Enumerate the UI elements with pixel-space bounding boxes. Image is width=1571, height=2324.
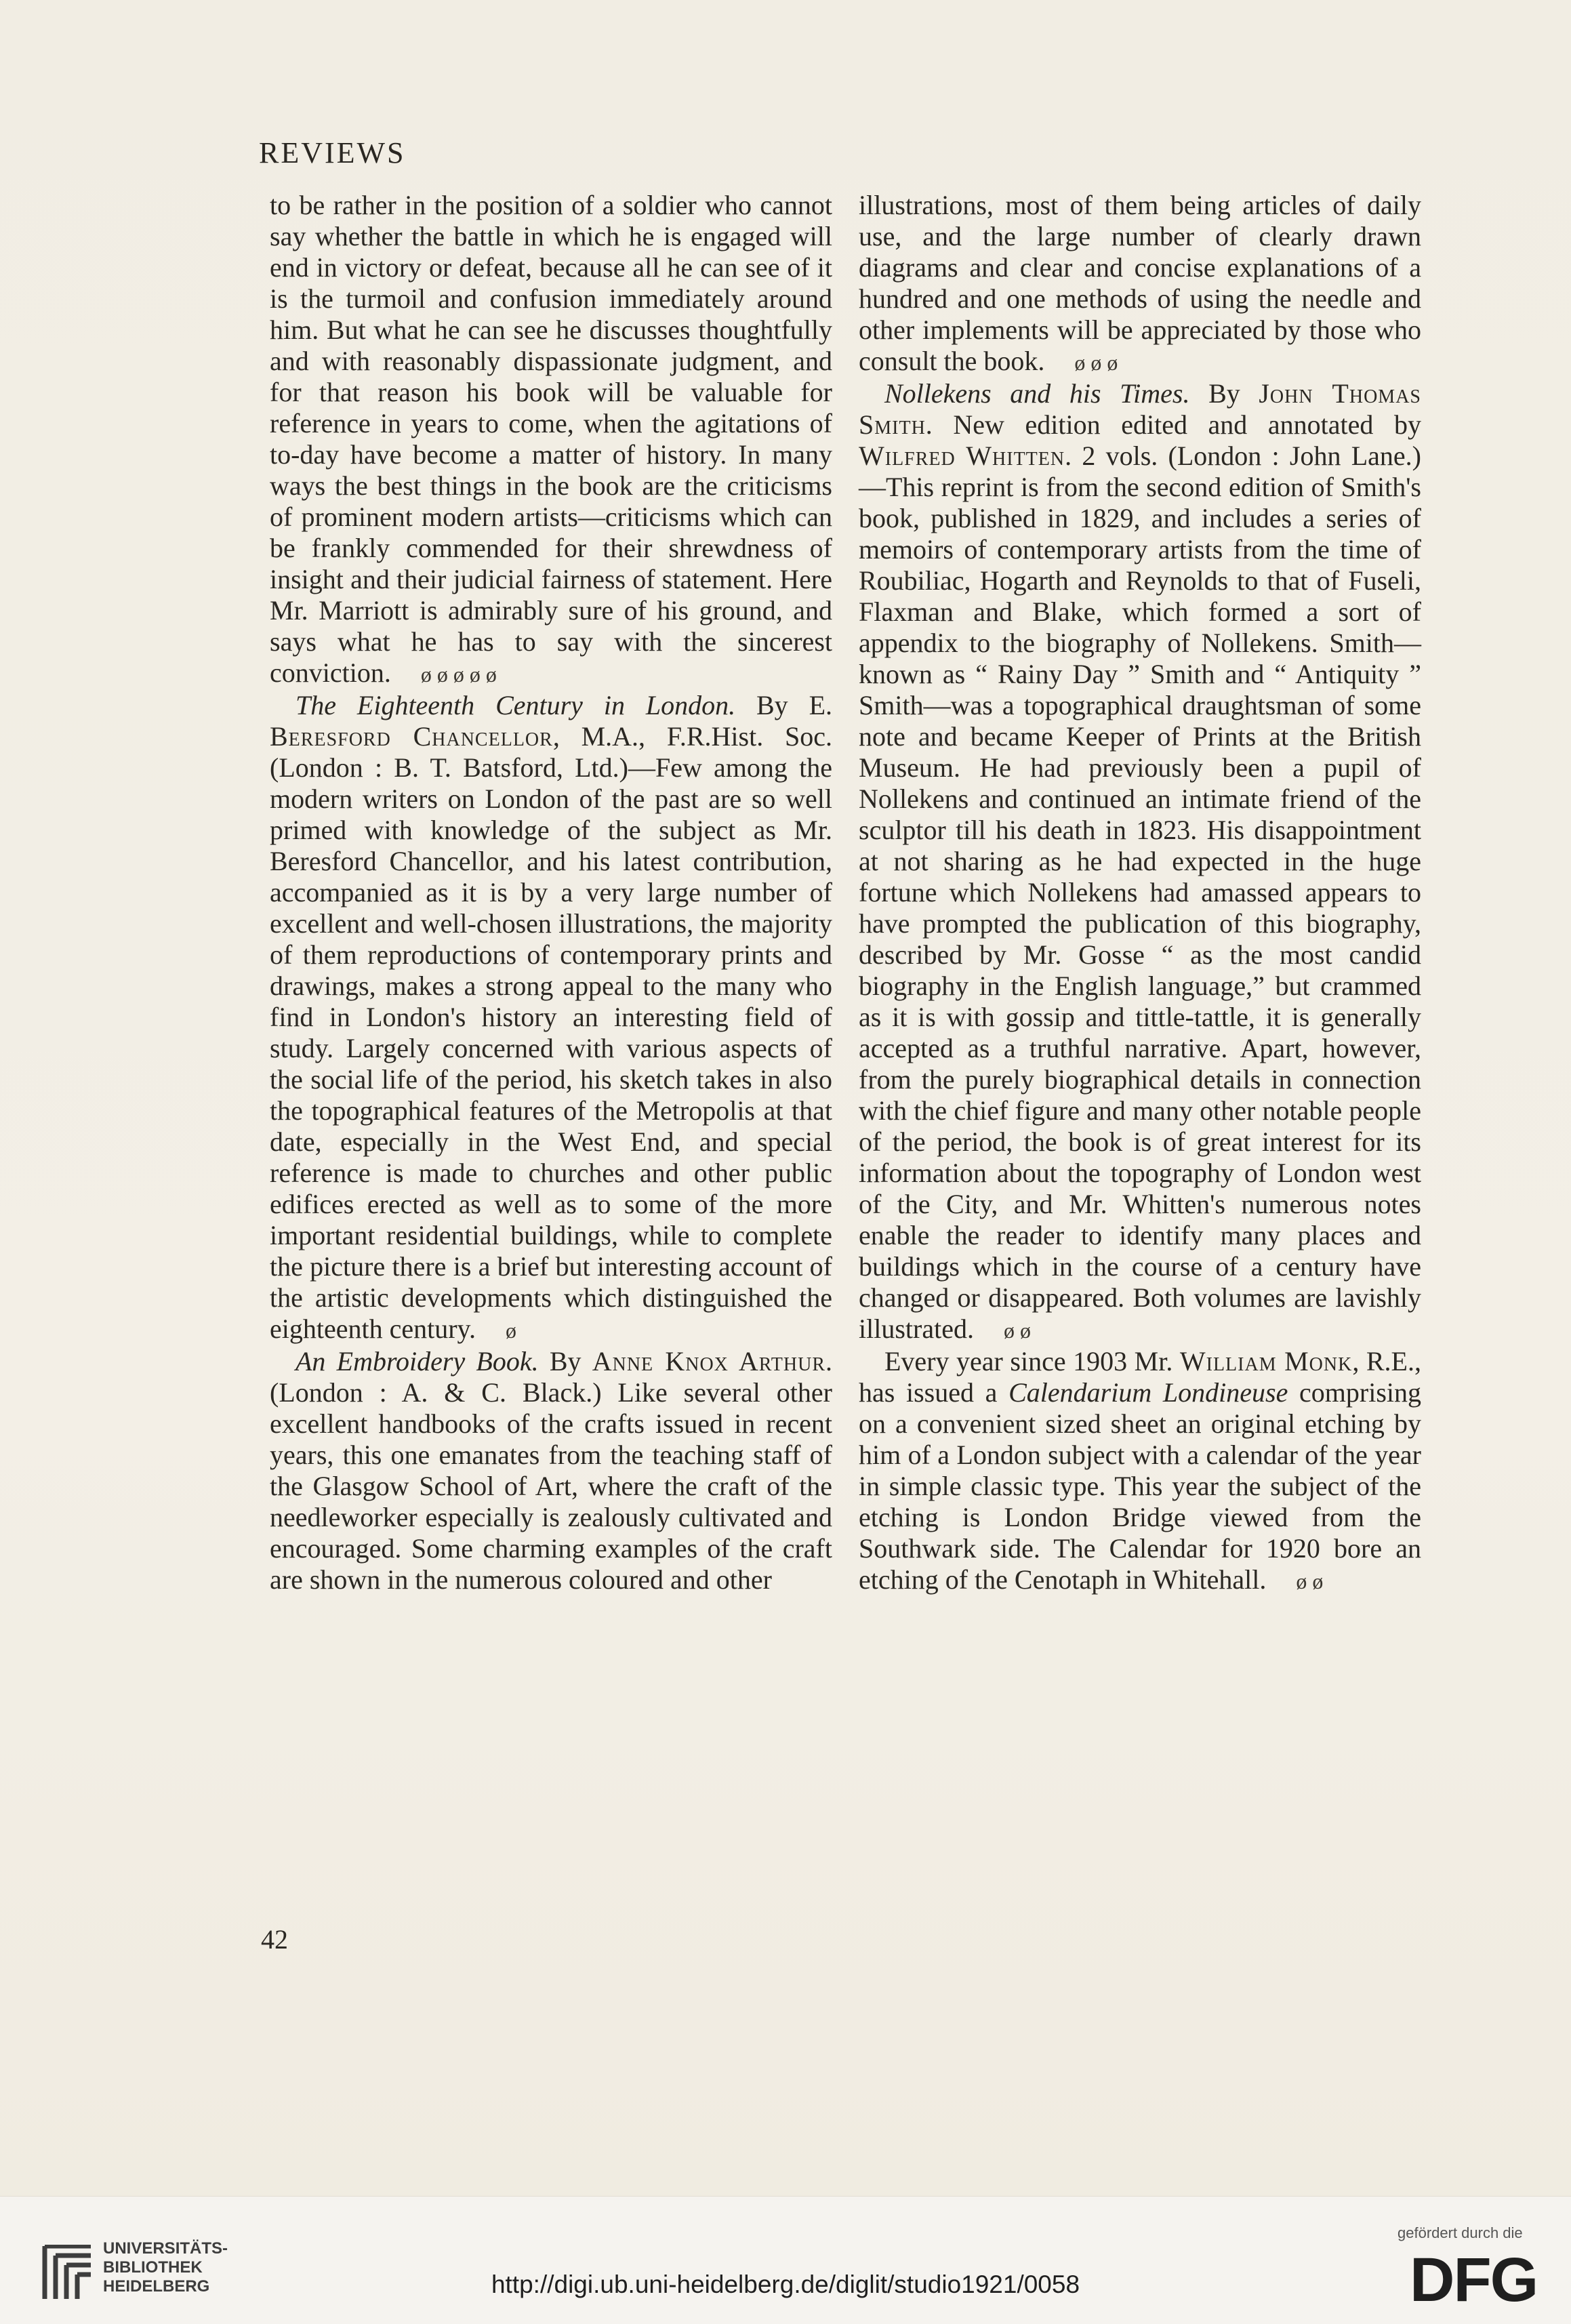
paragraph-continuation — [270, 190, 832, 690]
review-text: . 2 vols. (London : John Lane.)—This reprint is from the second edition of Smith's book, published in 1829, and includes a series of memoirs of contemporary artists from the time of Roubiliac, Hogarth and Reynolds to that of Fuseli, Flaxman and Blake, which formed a sort of appendix to the biography of Nollekens. Smith—known as “ Rainy Day ” Smith and “ Antiquity ” Smith—was a topographical draughtsman of some note and became Keeper of Prints at the British Museum. He had previously been a pupil of Nollekens and continued an intimate friend of the sculptor till his death in 1823. His disappointment at not sharing as he had expected in the huge fortune which Nollekens had amassed appears to have prompted the publication of this biography, described by Mr. Gosse “ as the most candid biography in the English language,” but crammed as it is with gossip and tittle-tattle, it is generally accepted as a truthful narrative. Apart, however, from the purely biographical details in connection with the chief figure and many other notable people of the period, the book is of great interest for its information about the topography of London west of the City, and Mr. Whitten's numerous notes enable the reader to identify many places and buildings which in the course of a century have changed or disappeared. Both volumes are lavishly illustrated. — [859, 441, 1421, 1344]
review-text: comprising on a convenient sized sheet an original etching by him of a London subject with a calendar of the year in simple classic type. This year the subject of the etching is London Bridge viewed from the Southwark side. The Calendar for 1920 bore an etching of the Cenotaph in Whitehall. — [859, 1377, 1422, 1595]
review-text: . (London : A. & C. Black.) Like several other excellent handbooks of the crafts issued in recent years, this one emanates from the teaching staff of the Glasgow School of Art, where the craft of the needleworker especially is zealously cultivated and encouraged. Some charming examples of the craft are shown in the numerous coloured and other — [270, 1346, 832, 1595]
author-name: John Thomas Smith — [859, 378, 1421, 440]
review-eighteenth-century — [270, 690, 832, 1346]
ornament-leaves: ø ø — [1003, 1318, 1031, 1343]
ornament-leaf: ø — [505, 1318, 516, 1343]
review-calendarium — [859, 1346, 1421, 1597]
author-name: Anne Knox Arthur — [592, 1346, 825, 1377]
byline: By — [1189, 378, 1259, 409]
ornament-leaves: ø ø ø — [1074, 350, 1118, 375]
author-name: William Monk — [1179, 1346, 1353, 1377]
running-header: REVIEWS — [259, 136, 406, 169]
right-column — [859, 190, 1421, 1597]
review-text: , M.A., F.R.Hist. Soc. (London : B. T. Batsford, Ltd.)—Few among the modern writers on London of the past are so well primed with knowledge of the subject as Mr. Beresford Chancellor, and his latest contribution, accompanied as it is by a very large number of excellent and well-chosen illustrations, the majority of them reproductions of contemporary prints and drawings, makes a strong appeal to the many who find in London's history an interesting field of study. Largely concerned with various aspects of the social life of the period, his sketch takes in also the topographical features of the Metropolis at that date, especially in the West End, and special reference is made to churches and other public edifices erected as well as to some of the more important residential buildings, while to complete the picture there is a brief but interesting account of the artistic developments which distinguished the eighteenth century. — [270, 721, 832, 1344]
digitization-footer — [0, 2196, 1571, 2324]
author-name: Beresford Chancellor — [270, 721, 553, 752]
paragraph-text: illustrations, most of them being articles of daily use, and the large number of clearly drawn diagrams and clear and concise explanations of a hundred and one methods of using the needle and other implements will be appreciated by those who consult the book. — [859, 190, 1421, 376]
review-text: , R.E., has issued a — [859, 1346, 1421, 1408]
left-column — [270, 190, 832, 1595]
ornament-leaves: ø ø ø ø ø — [420, 662, 497, 687]
book-title: The Eighteenth Century in London. — [295, 690, 736, 720]
review-nollekens — [859, 378, 1421, 1346]
work-title: Calendarium Londineuse — [1008, 1377, 1288, 1408]
editor-name: Wilfred Whitten — [859, 441, 1065, 471]
review-text: Every year since 1903 Mr. — [884, 1346, 1180, 1377]
library-name-line: UNIVERSITÄTS- — [103, 2239, 228, 2258]
paragraph-text: to be rather in the position of a soldier who cannot say whether the battle in which he is engaged will end in victory or defeat, because all he can see of it is the turmoil and confusion immediately around him. But what he can see he discusses thoughtfully and with reasonably dispassionate judgment, and for that reason his book will be valuable for reference in years to come, when the agitations of to-day have become a matter of history. In many ways the best things in the book are the criticisms of prominent modern artists—criticisms which can be frankly commended for their shrewdness of insight and their judicial fairness of statement. Here Mr. Marriott is admirably sure of his ground, and says what he has to say with the sincerest conviction. — [270, 190, 832, 688]
library-name-line: HEIDELBERG — [103, 2277, 210, 2296]
page-number: 42 — [261, 1924, 288, 1955]
ornament-leaves: ø ø — [1296, 1569, 1324, 1593]
library-name-line: BIBLIOTHEK — [103, 2258, 203, 2277]
funding-caption: gefördert durch die — [1397, 2224, 1523, 2241]
book-title: An Embroidery Book. — [295, 1346, 539, 1377]
review-embroidery-book — [270, 1346, 832, 1595]
paragraph-continuation — [859, 190, 1421, 378]
book-title: Nollekens and his Times. — [884, 378, 1190, 409]
byline: By E. — [756, 690, 833, 720]
source-url-link[interactable]: http://digi.ub.uni-heidelberg.de/diglit/studio1921/0058 — [491, 2270, 1080, 2298]
byline: By — [538, 1346, 592, 1377]
dfg-logo: DFG — [1410, 2245, 1538, 2315]
review-text: . New edition edited and annotated by — [925, 409, 1421, 440]
